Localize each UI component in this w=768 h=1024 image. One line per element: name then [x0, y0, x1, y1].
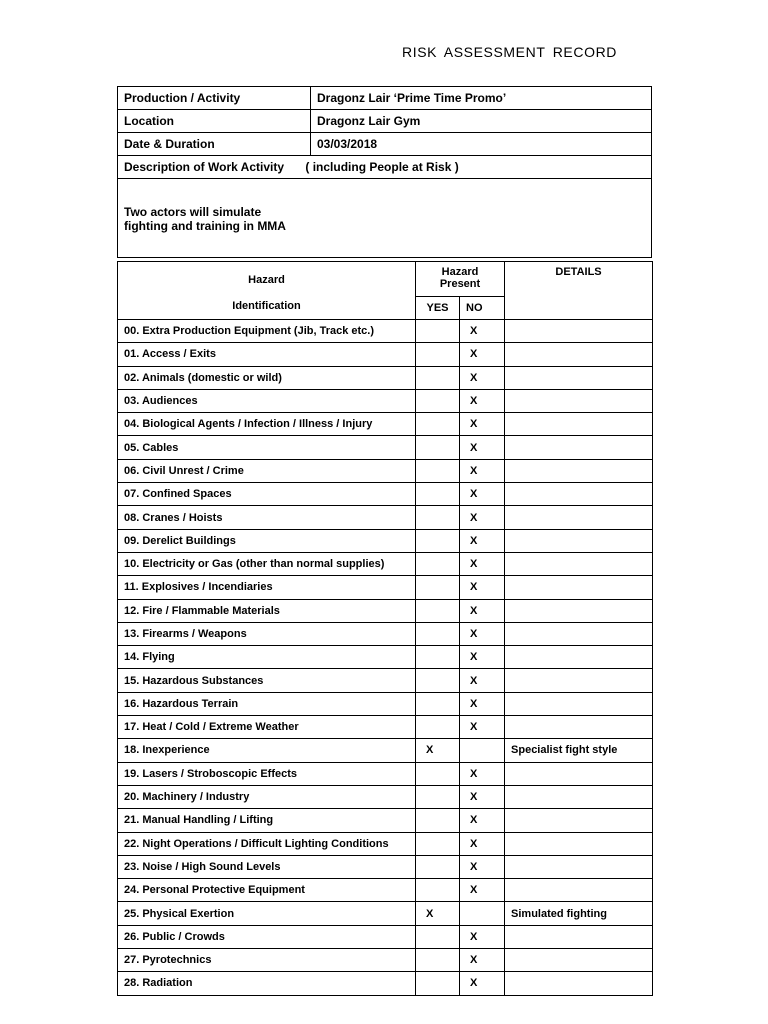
- hazard-no-cell: X: [460, 879, 505, 902]
- hazard-no-cell: X: [460, 716, 505, 739]
- hazard-yes-cell: [416, 506, 460, 529]
- hazard-row: [118, 483, 653, 506]
- description-line-1: Two actors will simulate: [124, 205, 262, 219]
- hazard-details-cell: Specialist fight style: [505, 739, 653, 762]
- hazard-details-cell: [505, 459, 653, 482]
- hazard-details-cell: [505, 762, 653, 785]
- yes-header: YES: [416, 297, 460, 320]
- hazard-row: [118, 413, 653, 436]
- hazard-name: 21. Manual Handling / Lifting: [118, 809, 416, 832]
- hazard-details-cell: [505, 506, 653, 529]
- hazard-name: 26. Public / Crowds: [118, 925, 416, 948]
- hazard-present-line-2: Present: [439, 278, 481, 290]
- hazard-yes-cell: [416, 389, 460, 412]
- hazard-no-cell: X: [460, 949, 505, 972]
- hazard-name: 13. Firearms / Weapons: [118, 622, 416, 645]
- hazard-no-cell: X: [460, 646, 505, 669]
- description-line-2: fighting and training in MMA: [124, 219, 286, 233]
- hazard-row: [118, 855, 653, 878]
- hazard-row: [118, 436, 653, 459]
- hazard-row: [118, 925, 653, 948]
- hazard-no-cell: X: [460, 809, 505, 832]
- page-title: RISK ASSESSMENT RECORD: [402, 44, 617, 60]
- hazard-name: 06. Civil Unrest / Crime: [118, 459, 416, 482]
- hazard-no-cell: X: [460, 832, 505, 855]
- description-body: [118, 179, 652, 258]
- hazard-yes-cell: [416, 366, 460, 389]
- hazard-yes-cell: [416, 552, 460, 575]
- hazard-name: 04. Biological Agents / Infection / Illness / Injury: [118, 413, 416, 436]
- hazard-no-cell: X: [460, 436, 505, 459]
- hazard-name: 14. Flying: [118, 646, 416, 669]
- hazard-row: [118, 506, 653, 529]
- hazard-yes-cell: [416, 716, 460, 739]
- hazard-no-cell: X: [460, 366, 505, 389]
- hazard-details-cell: [505, 879, 653, 902]
- no-header: NO: [460, 297, 505, 320]
- hazard-details-cell: [505, 622, 653, 645]
- activity-info-table: [117, 86, 652, 258]
- production-row: [118, 87, 652, 110]
- hazard-details-cell: [505, 343, 653, 366]
- location-label: Location: [118, 110, 311, 133]
- hazard-row: [118, 972, 653, 995]
- hazard-row: [118, 949, 653, 972]
- hazard-yes-cell: [416, 646, 460, 669]
- hazard-header-line-2: Identification: [232, 299, 301, 312]
- hazard-name: 22. Night Operations / Difficult Lighting Conditions: [118, 832, 416, 855]
- hazard-no-cell: X: [460, 692, 505, 715]
- hazard-rows: [118, 320, 653, 996]
- hazard-no-cell: X: [460, 972, 505, 995]
- hazard-yes-cell: [416, 320, 460, 343]
- hazard-no-cell: X: [460, 413, 505, 436]
- hazard-no-cell: X: [460, 506, 505, 529]
- hazard-row: [118, 902, 653, 925]
- hazard-name: 27. Pyrotechnics: [118, 949, 416, 972]
- hazard-details-cell: [505, 366, 653, 389]
- hazard-name: 28. Radiation: [118, 972, 416, 995]
- hazard-details-cell: [505, 529, 653, 552]
- hazard-yes-cell: [416, 692, 460, 715]
- hazard-details-cell: [505, 483, 653, 506]
- hazard-yes-cell: [416, 855, 460, 878]
- hazard-header-line-1: Hazard: [248, 273, 285, 286]
- hazard-no-cell: X: [460, 483, 505, 506]
- date-row: [118, 133, 652, 156]
- hazard-name: 20. Machinery / Industry: [118, 785, 416, 808]
- hazard-name: 12. Fire / Flammable Materials: [118, 599, 416, 622]
- hazard-name: 23. Noise / High Sound Levels: [118, 855, 416, 878]
- hazard-row: [118, 785, 653, 808]
- hazard-name: 16. Hazardous Terrain: [118, 692, 416, 715]
- hazard-row: [118, 459, 653, 482]
- hazard-row: [118, 366, 653, 389]
- hazard-row: [118, 576, 653, 599]
- hazard-name: 00. Extra Production Equipment (Jib, Track etc.): [118, 320, 416, 343]
- hazard-name: 18. Inexperience: [118, 739, 416, 762]
- hazard-yes-cell: [416, 459, 460, 482]
- hazard-name: 10. Electricity or Gas (other than normal supplies): [118, 552, 416, 575]
- hazard-details-cell: [505, 692, 653, 715]
- hazard-details-cell: [505, 576, 653, 599]
- hazard-details-cell: [505, 552, 653, 575]
- hazard-yes-cell: X: [416, 902, 460, 925]
- hazard-details-cell: [505, 413, 653, 436]
- hazard-yes-cell: [416, 622, 460, 645]
- hazard-yes-cell: [416, 483, 460, 506]
- hazard-no-cell: X: [460, 529, 505, 552]
- hazard-row: [118, 716, 653, 739]
- production-value: Dragonz Lair ‘Prime Time Promo’: [311, 87, 652, 110]
- description-label: Description of Work Activity: [124, 160, 285, 174]
- location-value: Dragonz Lair Gym: [311, 110, 652, 133]
- hazard-identification-header: [118, 262, 416, 320]
- description-header-row: [118, 156, 652, 179]
- hazard-row: [118, 762, 653, 785]
- hazard-yes-cell: [416, 343, 460, 366]
- hazard-yes-cell: [416, 785, 460, 808]
- hazard-no-cell: X: [460, 762, 505, 785]
- hazard-name: 17. Heat / Cold / Extreme Weather: [118, 716, 416, 739]
- hazard-details-cell: [505, 855, 653, 878]
- hazard-no-cell: X: [460, 343, 505, 366]
- hazard-row: [118, 622, 653, 645]
- hazard-no-cell: X: [460, 552, 505, 575]
- hazard-no-cell: X: [460, 320, 505, 343]
- hazard-details-cell: [505, 669, 653, 692]
- hazard-row: [118, 646, 653, 669]
- hazard-details-cell: [505, 716, 653, 739]
- hazard-details-cell: [505, 389, 653, 412]
- description-header: [118, 156, 652, 179]
- hazard-yes-cell: [416, 576, 460, 599]
- hazard-no-cell: [460, 902, 505, 925]
- hazard-no-cell: X: [460, 622, 505, 645]
- hazard-row: [118, 552, 653, 575]
- hazard-yes-cell: [416, 809, 460, 832]
- hazard-details-cell: [505, 646, 653, 669]
- description-note: ( including People at Risk ): [305, 160, 459, 174]
- hazard-row: [118, 692, 653, 715]
- hazard-row: [118, 879, 653, 902]
- hazard-yes-cell: X: [416, 739, 460, 762]
- hazard-yes-cell: [416, 879, 460, 902]
- hazard-no-cell: X: [460, 785, 505, 808]
- hazard-details-cell: [505, 832, 653, 855]
- hazard-yes-cell: [416, 925, 460, 948]
- hazard-row: [118, 832, 653, 855]
- hazard-present-header: [416, 262, 505, 297]
- hazard-no-cell: X: [460, 599, 505, 622]
- hazard-details-cell: [505, 949, 653, 972]
- date-value: 03/03/2018: [311, 133, 652, 156]
- hazard-yes-cell: [416, 599, 460, 622]
- hazard-name: 03. Audiences: [118, 389, 416, 412]
- hazard-row: [118, 320, 653, 343]
- hazard-yes-cell: [416, 972, 460, 995]
- location-row: [118, 110, 652, 133]
- hazard-row: [118, 529, 653, 552]
- hazard-row: [118, 389, 653, 412]
- date-label: Date & Duration: [118, 133, 311, 156]
- hazard-yes-cell: [416, 529, 460, 552]
- hazard-details-cell: [505, 972, 653, 995]
- hazard-name: 24. Personal Protective Equipment: [118, 879, 416, 902]
- hazard-yes-cell: [416, 436, 460, 459]
- hazard-table: [117, 261, 653, 996]
- details-header: DETAILS: [505, 262, 653, 320]
- hazard-name: 15. Hazardous Substances: [118, 669, 416, 692]
- hazard-name: 07. Confined Spaces: [118, 483, 416, 506]
- hazard-yes-cell: [416, 949, 460, 972]
- hazard-yes-cell: [416, 413, 460, 436]
- hazard-yes-cell: [416, 762, 460, 785]
- hazard-row: [118, 669, 653, 692]
- hazard-present-line-1: Hazard: [441, 266, 479, 278]
- hazard-details-cell: [505, 925, 653, 948]
- description-body-row: [118, 179, 652, 258]
- hazard-yes-cell: [416, 669, 460, 692]
- hazard-row: [118, 343, 653, 366]
- hazard-name: 11. Explosives / Incendiaries: [118, 576, 416, 599]
- hazard-name: 02. Animals (domestic or wild): [118, 366, 416, 389]
- hazard-row: [118, 809, 653, 832]
- hazard-name: 08. Cranes / Hoists: [118, 506, 416, 529]
- hazard-no-cell: X: [460, 669, 505, 692]
- hazard-details-cell: [505, 809, 653, 832]
- hazard-details-cell: [505, 599, 653, 622]
- hazard-name: 25. Physical Exertion: [118, 902, 416, 925]
- hazard-name: 05. Cables: [118, 436, 416, 459]
- hazard-header-row: [118, 262, 653, 297]
- hazard-details-cell: [505, 320, 653, 343]
- hazard-details-cell: [505, 785, 653, 808]
- hazard-no-cell: X: [460, 459, 505, 482]
- hazard-details-cell: [505, 436, 653, 459]
- hazard-no-cell: X: [460, 925, 505, 948]
- hazard-name: 19. Lasers / Stroboscopic Effects: [118, 762, 416, 785]
- hazard-row: [118, 599, 653, 622]
- hazard-no-cell: [460, 739, 505, 762]
- hazard-details-cell: Simulated fighting: [505, 902, 653, 925]
- hazard-row: [118, 739, 653, 762]
- hazard-yes-cell: [416, 832, 460, 855]
- production-label: Production / Activity: [118, 87, 311, 110]
- hazard-no-cell: X: [460, 855, 505, 878]
- hazard-name: 01. Access / Exits: [118, 343, 416, 366]
- hazard-no-cell: X: [460, 576, 505, 599]
- hazard-no-cell: X: [460, 389, 505, 412]
- hazard-name: 09. Derelict Buildings: [118, 529, 416, 552]
